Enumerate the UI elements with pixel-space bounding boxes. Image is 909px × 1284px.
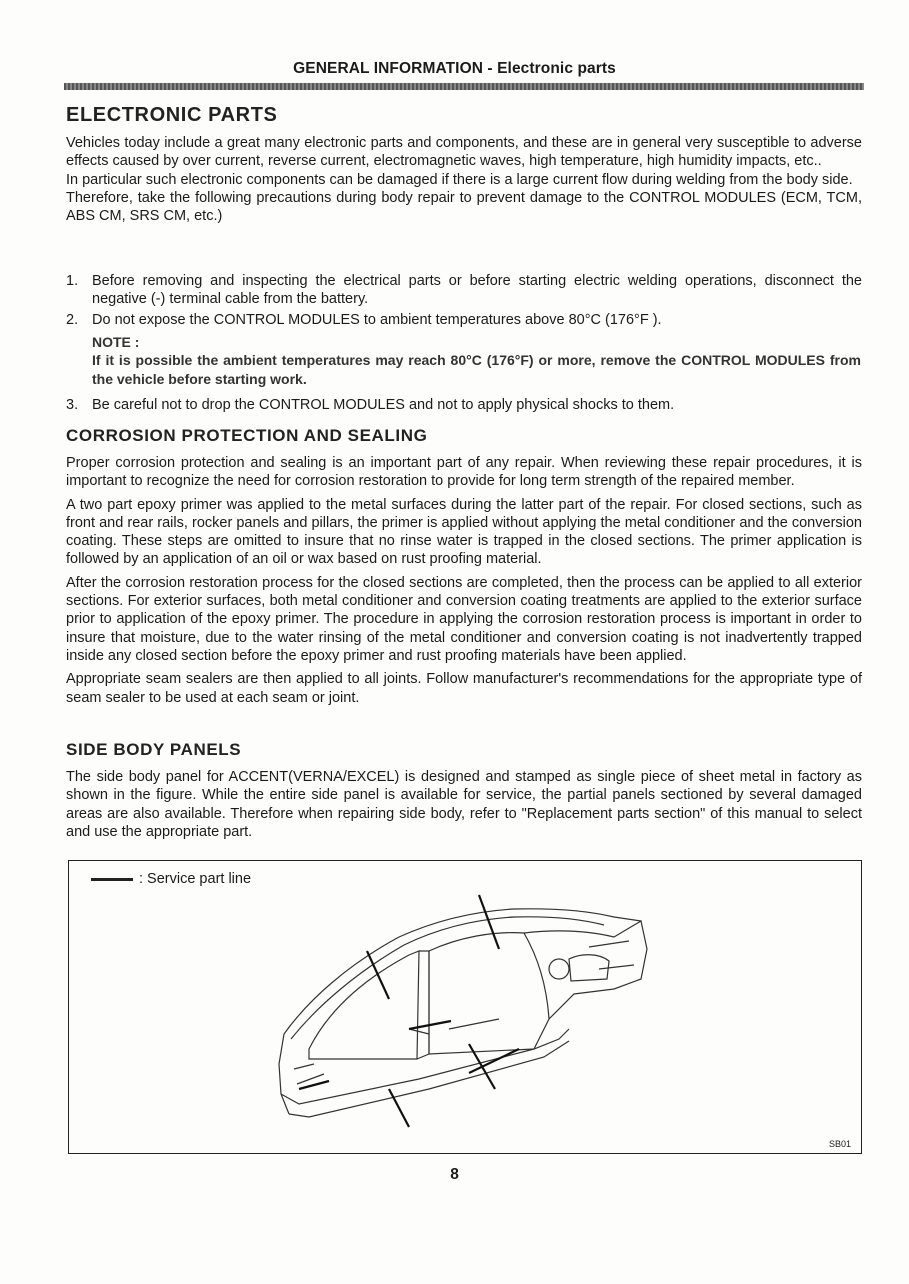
side-body-body <box>66 768 862 841</box>
figure-legend <box>91 871 251 887</box>
page-number: 8 <box>450 1166 459 1183</box>
section-title-electronic-parts: ELECTRONIC PARTS <box>66 104 278 126</box>
list-text: Be careful not to drop the CONTROL MODULES and not to apply physical shocks to them. <box>92 397 675 413</box>
note-text: If it is possible the ambient temperatures may reach 80°C (176°F) or more, remove the CONTROL MODULES from the vehicle before starting work. <box>92 352 861 387</box>
electronic-intro <box>66 134 862 225</box>
paragraph: Therefore, take the following precautions during body repair to prevent damage to the CONTROL MODULES (ECM, TCM, ABS CM, SRS CM, etc.) <box>66 189 862 225</box>
list-item <box>66 311 862 329</box>
paragraph: A two part epoxy primer was applied to the metal surfaces during the latter part of the repair. For closed sections, such as front and rear rails, rocker panels and pillars, the primer is applied without applying the metal conditioner and the conversion coating. These steps are omitted to insure that no rinse water is trapped in the closed sections. The primer application is followed by an application of an oil or wax based on rust proofing material. <box>66 496 862 568</box>
legend-label: : Service part line <box>139 871 252 887</box>
paragraph: Appropriate seam sealers are then applied to all joints. Follow manufacturer's recommendations for the appropriate type of seam sealer to be used at each seam or joint. <box>66 671 862 706</box>
header-rule <box>64 83 864 90</box>
service-line-swatch <box>91 878 133 881</box>
section-title-side-body: SIDE BODY PANELS <box>66 740 242 759</box>
list-number: 1. <box>66 273 79 289</box>
paragraph: The side body panel for ACCENT(VERNA/EXCEL) is designed and stamped as single piece of sheet metal in factory as shown in the figure. While the entire side panel is available for service, the partial panels sectioned by several damaged areas are also available. Therefore when repairing side body, refer to "Replacement parts section" of this manual to select and use the appropriate part. <box>66 769 862 840</box>
list-number: 3. <box>66 397 79 413</box>
corrosion-body <box>66 454 862 707</box>
paragraph: Vehicles today include a great many electronic parts and components, and these are in general very susceptible to adverse effects caused by over current, reverse current, electromagnetic waves, high temperature, high humidity impacts, etc.. <box>66 135 862 170</box>
figure-box <box>68 860 862 1154</box>
list-text: Before removing and inspecting the electrical parts or before starting electric welding operations, disconnect the negative (-) terminal cable from the battery. <box>92 273 862 308</box>
list-text: Do not expose the CONTROL MODULES to ambient temperatures above 80°C (176°F ). <box>92 312 662 328</box>
note-label: NOTE : <box>92 334 140 350</box>
list-item <box>66 272 862 309</box>
list-item <box>66 396 862 414</box>
list-number: 2. <box>66 312 79 328</box>
paragraph: In particular such electronic components can be damaged if there is a large current flow during welding from the body side. <box>66 171 853 188</box>
side-body-panel-illustration <box>269 889 659 1129</box>
figure-code: SB01 <box>828 1139 851 1149</box>
section-title-corrosion: CORROSION PROTECTION AND SEALING <box>66 426 428 445</box>
paragraph: Proper corrosion protection and sealing is an important part of any repair. When reviewing these repair procedures, it is important to recognize the need for corrosion restoration to provide for long term strength of the repaired member. <box>66 455 862 490</box>
running-header: GENERAL INFORMATION - Electronic parts <box>293 60 616 77</box>
paragraph: After the corrosion restoration process for the closed sections are completed, then the process can be applied to all exterior sections. For exterior surfaces, both metal conditioner and conversion coating treatments are applied to the exterior surface prior to application of the epoxy primer. The procedure in applying the corrosion restoration process is important in order to insure that moisture, due to the water rinsing of the metal conditioner and conversion coating is not inadvertently trapped inside any closed section before the epoxy primer and rust proofing materials have been applied. <box>66 574 862 664</box>
